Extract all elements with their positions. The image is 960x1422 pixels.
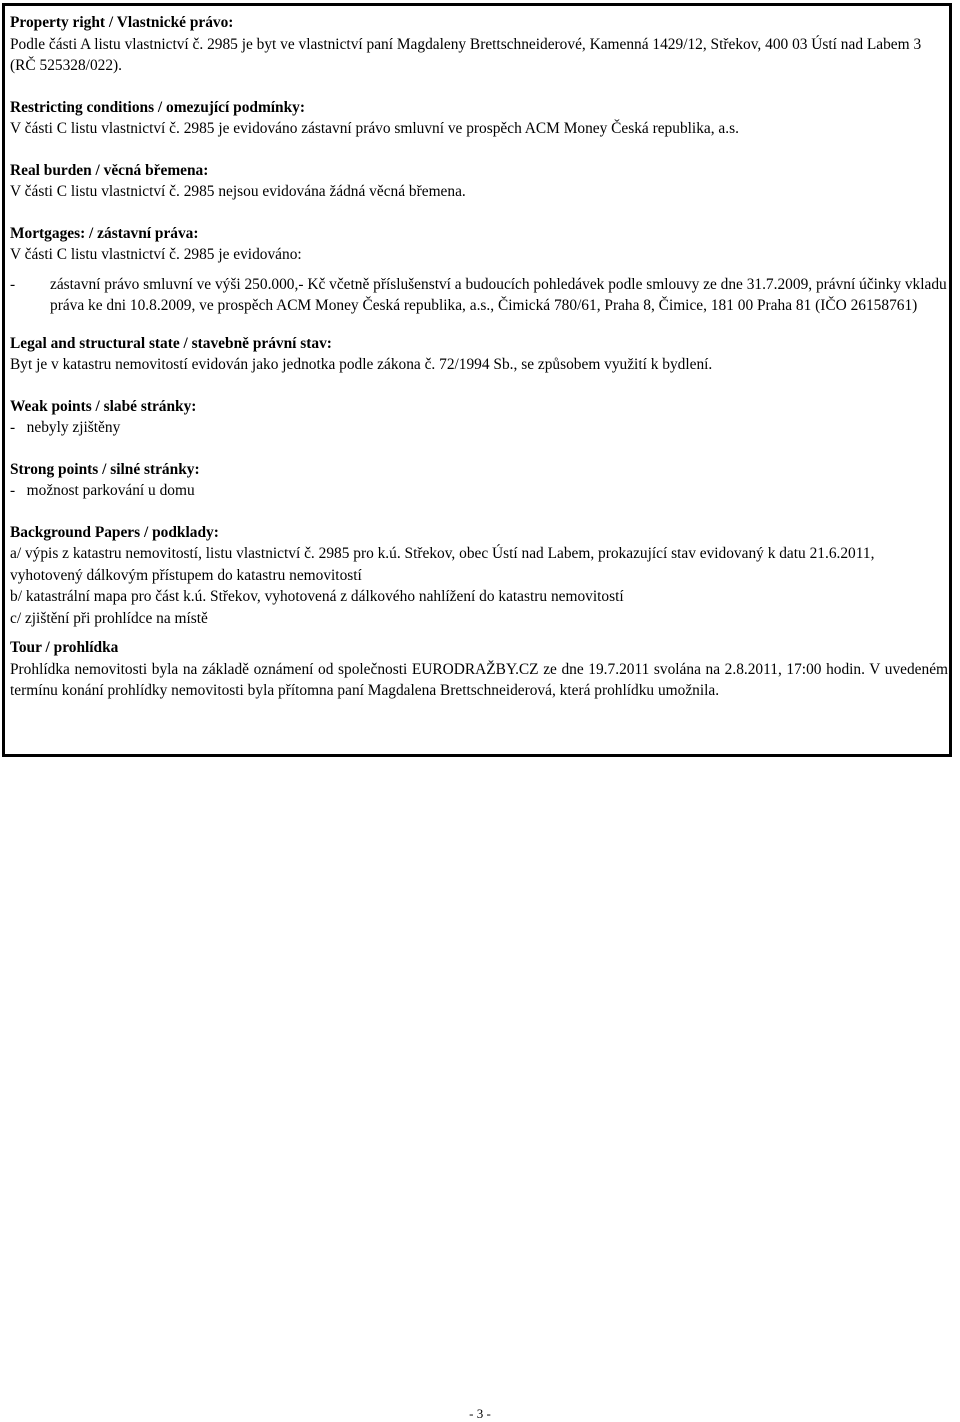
mortgage-item-text: zástavní právo smluvní ve výši 250.000,- Kč včetně příslušenství a budoucích pohledávek podle smlouvy ze dne 31.7.2009, právní účinky vkladu práva ke dni 10.8.2009, ve prospěch ACM Money Česká republika, a.s., Čimická 780/61, Praha 8, Čimice, 181 00 Praha 81 (IČO 26158761) bbox=[50, 275, 947, 314]
strong-points-heading: Strong points / silné stránky: bbox=[10, 460, 200, 478]
section-real-burden bbox=[10, 160, 948, 203]
background-paper-item: c/ zjištění při prohlídce na místě bbox=[10, 609, 208, 627]
tour-heading: Tour / prohlídka bbox=[10, 639, 119, 656]
background-papers-heading: Background Papers / podklady: bbox=[10, 523, 219, 541]
section-weak-points bbox=[10, 396, 948, 439]
section-property-right bbox=[10, 12, 948, 77]
tour-text: Prohlídka nemovitosti byla na základě oznámení od společnosti EURODRAŽBY.CZ ze dne 19.7.2011 svolána na 2.8.2011, 17:00 hodin. V uvedeném termínu konání prohlídky nemovitosti byla přítomna paní Magdalena Brettschneiderová, která prohlídku umožnila. bbox=[10, 660, 948, 699]
mortgages-heading: Mortgages: / zástavní práva: bbox=[10, 224, 199, 242]
strong-points-item: - možnost parkování u domu bbox=[10, 482, 195, 499]
background-paper-item: b/ katastrální mapa pro část k.ú. Střekov, vyhotovená z dálkového nahlížení do katastru nemovitostí bbox=[10, 588, 624, 605]
section-restricting-conditions bbox=[10, 97, 948, 140]
section-background-papers bbox=[10, 522, 948, 630]
section-mortgages bbox=[10, 223, 948, 317]
real-burden-text: V části C listu vlastnictví č. 2985 nejsou evidována žádná věcná břemena. bbox=[10, 183, 466, 200]
weak-points-item: - nebyly zjištěny bbox=[10, 419, 121, 436]
section-tour bbox=[10, 637, 948, 702]
weak-points-heading: Weak points / slabé stránky: bbox=[10, 397, 197, 415]
dash-marker: - bbox=[10, 275, 16, 293]
section-legal-state bbox=[10, 333, 948, 376]
background-paper-item: a/ výpis z katastru nemovitostí, listu vlastnictví č. 2985 pro k.ú. Střekov, obec Ústí nad Labem, prokazující stav evidovaný k datu 21.6.2011, vyhotovený dálkovým přístupem do katastru nemovitostí bbox=[10, 545, 875, 584]
legal-state-heading: Legal and structural state / stavebně právní stav: bbox=[10, 334, 332, 352]
property-right-heading: Property right / Vlastnické právo: bbox=[10, 14, 234, 31]
real-burden-heading: Real burden / věcná břemena: bbox=[10, 161, 209, 179]
property-right-text: Podle části A listu vlastnictví č. 2985 je byt ve vlastnictví paní Magdaleny Brettschneiderové, Kamenná 1429/12, Střekov, 400 03 Ústí nad Labem 3 (RČ 525328/022). bbox=[10, 35, 922, 74]
mortgage-item bbox=[10, 274, 948, 317]
mortgages-intro: V části C listu vlastnictví č. 2985 je evidováno: bbox=[10, 246, 302, 263]
restricting-conditions-heading: Restricting conditions / omezující podmínky: bbox=[10, 98, 305, 116]
section-strong-points bbox=[10, 459, 948, 502]
legal-state-text: Byt je v katastru nemovitostí evidován jako jednotka podle zákona č. 72/1994 Sb., se způsobem využití k bydlení. bbox=[10, 356, 713, 373]
page-number: - 3 - bbox=[469, 1406, 491, 1421]
document-content bbox=[10, 12, 948, 702]
restricting-conditions-text: V části C listu vlastnictví č. 2985 je evidováno zástavní právo smluvní ve prospěch ACM Money Česká republika, a.s. bbox=[10, 120, 739, 137]
